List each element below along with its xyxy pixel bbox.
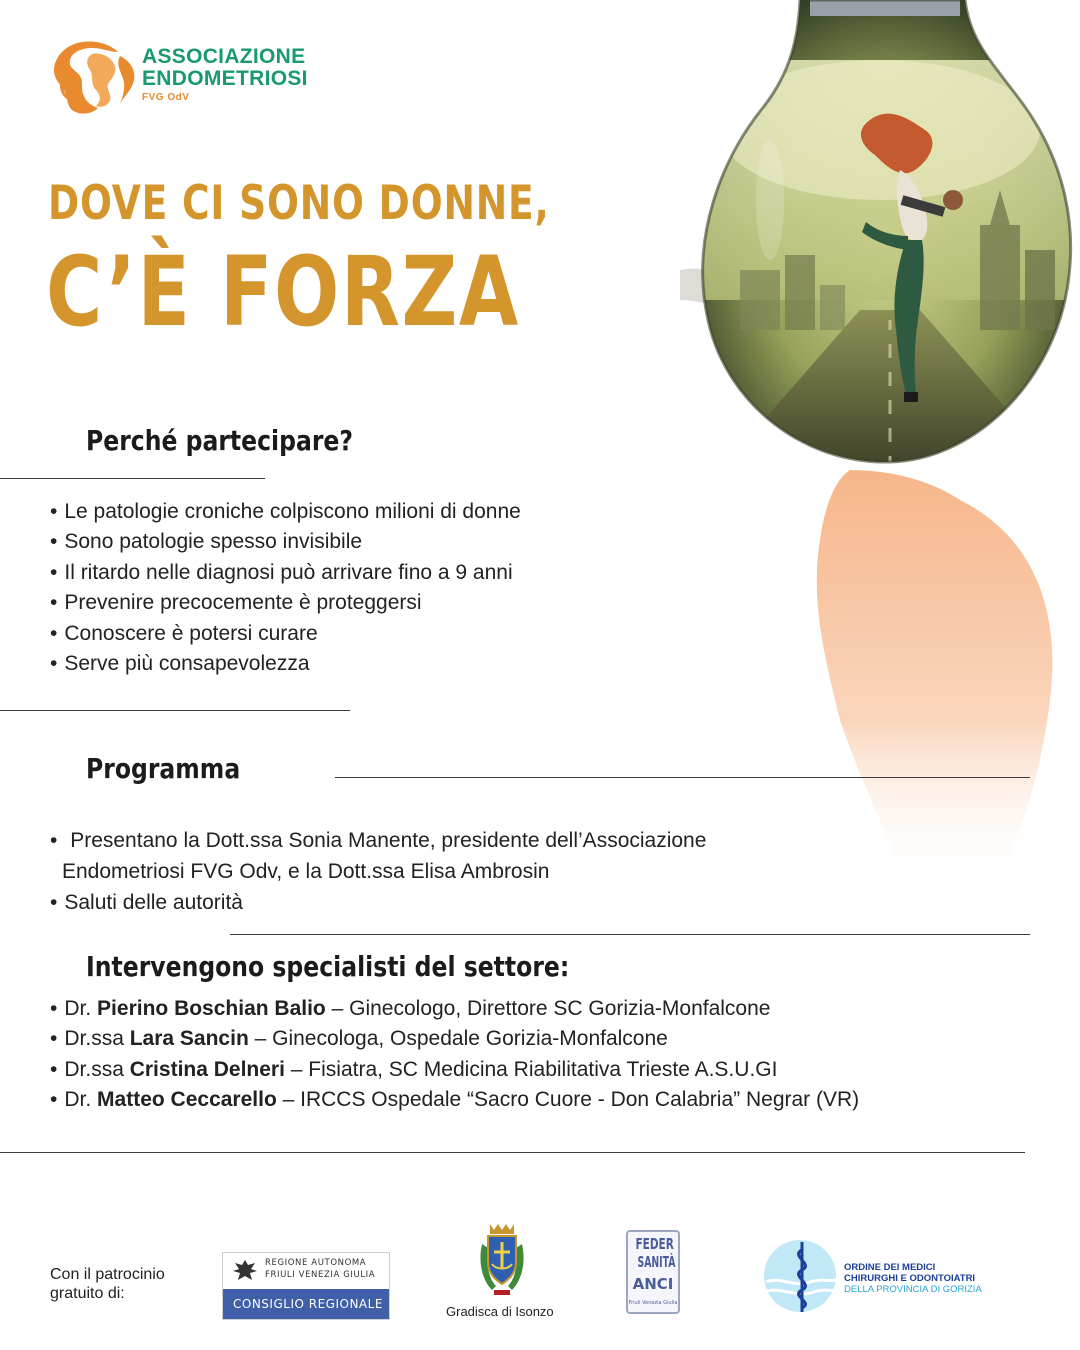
federsanita-text-b: SANITÀ: [637, 1253, 676, 1271]
headline-line1: DOVE CI SONO DONNE,: [48, 176, 550, 231]
omceo-line3: DELLA PROVINCIA DI GORIZIA: [844, 1284, 982, 1295]
why-rule-top: [0, 478, 265, 479]
why-list: [50, 497, 521, 679]
patrocinio-line1: Con il patrocinio: [50, 1266, 165, 1283]
speaker-title: Dr.: [64, 997, 92, 1020]
programma-item1-line2: Endometriosi FVG Odv, e la Dott.ssa Elisa Ambrosin: [62, 860, 550, 883]
speaker-role: – Ginecologa, Ospedale Gorizia-Monfalcone: [248, 1027, 668, 1051]
patrocinio-line2: gratuito di:: [50, 1285, 125, 1302]
speaker-role: – IRCCS Ospedale “Sacro Cuore - Don Calabria” Negrar (VR): [276, 1088, 860, 1112]
speaker-name: Matteo Ceccarello: [97, 1088, 277, 1112]
headline-line2: C’È FORZA: [46, 236, 520, 348]
why-item: • Serve più consapevolezza: [50, 649, 521, 679]
omceo-line1: ORDINE DEI MEDICI: [844, 1262, 936, 1273]
programma-rule: [335, 777, 1030, 778]
fvg-council-logo: [222, 1252, 390, 1320]
federsanita-text-a: FEDER: [635, 1235, 674, 1253]
gradisca-caption: Gradisca di Isonzo: [446, 1304, 554, 1319]
speaker-name: Lara Sancin: [129, 1027, 249, 1051]
logo-title: [142, 46, 308, 90]
federsanita-text-c: ANCI: [632, 1275, 674, 1293]
caduceus-icon: [760, 1236, 840, 1316]
programma-list: [50, 825, 706, 918]
why-item: • Conoscere è potersi curare: [50, 619, 521, 649]
logo-subtitle: FVG OdV: [142, 92, 190, 103]
lightbulb-illustration: [660, 0, 1080, 900]
omceo-logo: [760, 1236, 990, 1316]
why-rule-bottom: [0, 710, 350, 711]
association-logo-mark: [50, 38, 140, 118]
speaker-item: [50, 1024, 859, 1054]
logo-line1: ASSOCIAZIONE: [142, 45, 306, 68]
fvg-line2: FRIULI VENEZIA GIULIA: [265, 1270, 376, 1280]
fvg-logo-top: [223, 1253, 389, 1289]
fvg-line1: REGIONE AUTONOMA: [265, 1258, 367, 1268]
speaker-name: Cristina Delneri: [129, 1057, 285, 1081]
speaker-item: [50, 1085, 859, 1115]
footer-rule: [0, 1152, 1025, 1153]
federsanita-text-d: Friuli Venezia Giulia: [628, 1300, 678, 1306]
why-item: • Le patologie croniche colpiscono milioni di donne: [50, 497, 521, 527]
speaker-item: [50, 994, 859, 1024]
speakers-heading: Intervengono specialisti del settore:: [86, 950, 570, 983]
speakers-rule-top: [230, 934, 1030, 935]
speakers-list: [50, 994, 859, 1116]
patrocinio-label: [50, 1265, 165, 1303]
speaker-title: Dr.: [64, 1088, 92, 1112]
programma-item: • Saluti delle autorità: [50, 887, 706, 918]
programma-item1-line1: Presentano la Dott.ssa Sonia Manente, presidente dell’Associazione: [70, 829, 707, 852]
programma-heading: Programma: [86, 752, 241, 785]
why-heading: Perché partecipare?: [86, 424, 354, 457]
logo-line2: ENDOMETRIOSI: [142, 67, 308, 90]
speaker-role: – Fisiatra, SC Medicina Riabilitativa Trieste A.S.U.GI: [284, 1057, 778, 1081]
fvg-line3: CONSIGLIO REGIONALE: [223, 1289, 389, 1319]
why-item: • Prevenire precocemente è proteggersi: [50, 588, 521, 618]
speaker-title: Dr.ssa: [64, 1057, 124, 1081]
why-item: • Il ritardo nelle diagnosi può arrivare fino a 9 anni: [50, 558, 521, 588]
eagle-icon: [231, 1257, 259, 1285]
federsanita-logo: [626, 1230, 680, 1314]
gradisca-coat-of-arms: [474, 1222, 530, 1298]
omceo-line2: CHIRURGHI E ODONTOIATRI: [844, 1273, 976, 1284]
speaker-name: Pierino Boschian Balio: [97, 997, 326, 1020]
speaker-title: Dr.ssa: [64, 1027, 124, 1051]
why-item: • Sono patologie spesso invisibile: [50, 527, 521, 557]
speaker-item: [50, 1055, 859, 1085]
programma-item: [50, 825, 706, 887]
speaker-role: – Ginecologo, Direttore SC Gorizia-Monfalcone: [325, 997, 771, 1020]
